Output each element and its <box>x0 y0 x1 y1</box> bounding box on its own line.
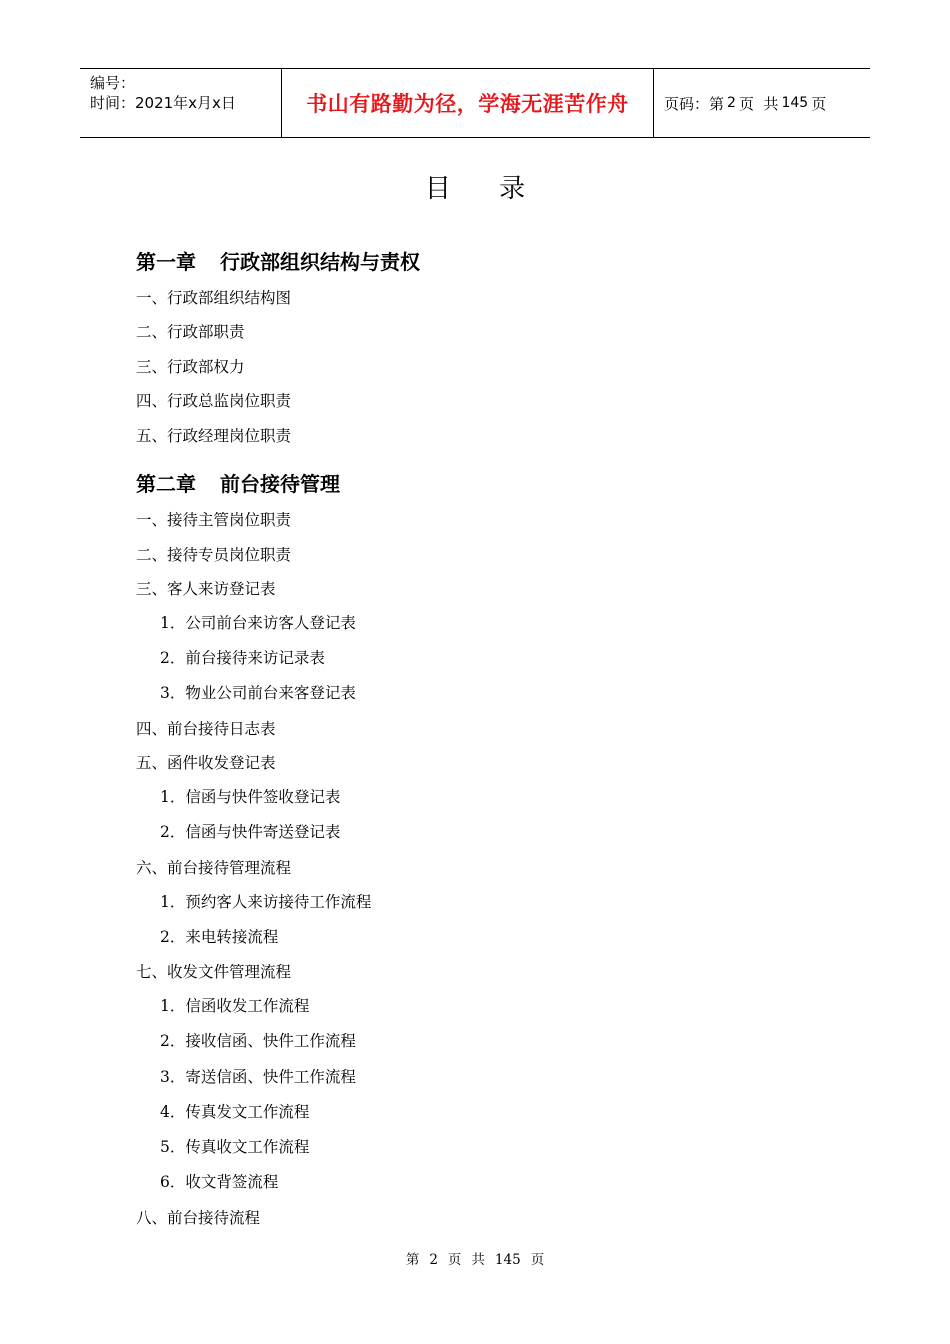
toc-entry[interactable]: 二、行政部职责 <box>136 323 245 341</box>
footer-total-word: 共 <box>471 1252 485 1268</box>
toc-entry[interactable]: 四、行政总监岗位职责 <box>136 392 292 410</box>
toc-subentry[interactable]: 1．信函收发工作流程 <box>160 997 310 1015</box>
toc-entry[interactable]: 二、接待专员岗位职责 <box>136 546 292 564</box>
toc-title-char-1: 目 <box>424 174 451 204</box>
header-page-suffix: 页 <box>811 94 827 113</box>
toc-entry[interactable]: 六、前台接待管理流程 <box>136 859 292 877</box>
toc-subentry[interactable]: 2．接收信函、快件工作流程 <box>160 1032 356 1050</box>
header-page-info <box>654 69 870 137</box>
toc-subentry[interactable]: 1．公司前台来访客人登记表 <box>160 614 356 632</box>
header-page-prefix: 页码：第 <box>664 94 725 113</box>
toc-entry[interactable]: 五、函件收发登记表 <box>136 754 276 772</box>
toc-subentry[interactable]: 6．收文背签流程 <box>160 1173 279 1191</box>
chapter-1-heading[interactable] <box>136 246 420 275</box>
toc-entry[interactable]: 八、前台接待流程 <box>136 1209 261 1227</box>
footer-prefix: 第 <box>405 1252 420 1268</box>
toc-entry[interactable]: 四、前台接待日志表 <box>136 720 276 738</box>
header-number-label: 编号： <box>90 74 136 92</box>
chapter-2-number: 第二章 <box>136 472 196 496</box>
header-page-current: 2 <box>727 95 736 111</box>
toc-subentry[interactable]: 2．信函与快件寄送登记表 <box>160 823 341 841</box>
toc-subentry[interactable]: 4．传真发文工作流程 <box>160 1103 310 1121</box>
header-motto: 书山有路勤为径，学海无涯苦作舟 <box>306 92 629 116</box>
toc-entry[interactable]: 三、客人来访登记表 <box>136 580 276 598</box>
toc-entry[interactable]: 五、行政经理岗位职责 <box>136 427 292 445</box>
page-footer <box>0 1248 950 1268</box>
toc-entry[interactable]: 七、收发文件管理流程 <box>136 963 292 981</box>
toc-subentry[interactable]: 1．信函与快件签收登记表 <box>160 788 341 806</box>
chapter-1-number: 第一章 <box>136 250 196 274</box>
header-page-mid: 页 共 <box>738 94 779 113</box>
header-page-total: 145 <box>781 95 809 111</box>
toc-title <box>0 168 950 205</box>
toc-subentry[interactable]: 3．寄送信函、快件工作流程 <box>160 1068 356 1086</box>
toc-title-char-2: 录 <box>499 174 526 204</box>
toc-subentry[interactable]: 2．前台接待来访记录表 <box>160 649 325 667</box>
header-meta <box>80 69 282 137</box>
footer-current-page: 2 <box>429 1252 438 1268</box>
toc-entry[interactable]: 三、行政部权力 <box>136 358 245 376</box>
toc-entry[interactable]: 一、接待主管岗位职责 <box>136 511 292 529</box>
toc-subentry[interactable]: 5．传真收文工作流程 <box>160 1138 310 1156</box>
toc-subentry[interactable]: 2．来电转接流程 <box>160 928 279 946</box>
toc-subentry[interactable]: 1．预约客人来访接待工作流程 <box>160 893 372 911</box>
chapter-1-title: 行政部组织结构与责权 <box>220 250 420 274</box>
chapter-2-heading[interactable] <box>136 468 340 497</box>
footer-page-word: 页 <box>447 1252 462 1268</box>
toc-entry[interactable]: 一、行政部组织结构图 <box>136 289 292 307</box>
header-motto-cell <box>282 69 654 137</box>
page-header <box>80 68 870 138</box>
header-date: 时间：2021年x月x日 <box>90 94 236 112</box>
footer-suffix: 页 <box>530 1252 545 1268</box>
footer-total-pages: 145 <box>494 1252 521 1268</box>
chapter-2-title: 前台接待管理 <box>220 472 340 496</box>
toc-subentry[interactable]: 3．物业公司前台来客登记表 <box>160 684 356 702</box>
